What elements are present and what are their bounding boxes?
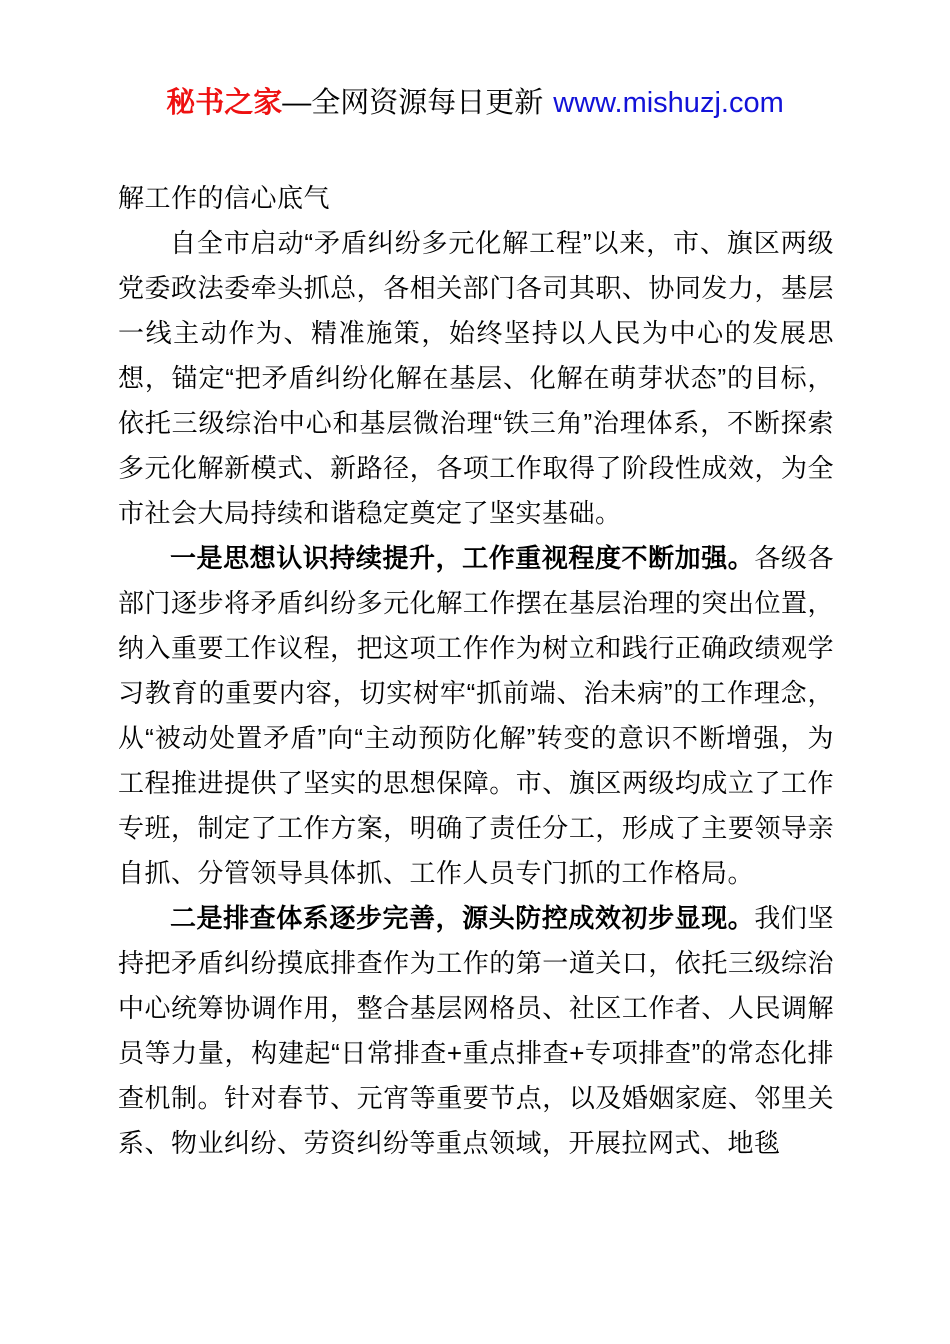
paragraph — [118, 536, 834, 896]
site-name: 秘书之家 — [166, 87, 283, 119]
page-header — [0, 86, 950, 120]
body-text: 各级各部门逐步将矛盾纠纷多元化解工作摆在基层治理的突出位置，纳入重要工作议程，把这项工作作为树立和践行正确政绩观学习教育的重要内容，切实树牢“抓前端、治未病”的工作理念，从“被动处置矛盾”向“主动预防化解”转变的意识不断增强，为工程推进提供了坚实的思想保障。市、旗区两级均成立了工作专班，制定了工作方案，明确了责任分工，形成了主要领导亲自抓、分管领导具体抓、工作人员专门抓的工作格局。 — [118, 543, 834, 888]
body-text: 我们坚持把矛盾纠纷摸底排查作为工作的第一道关口，依托三级综治中心统筹协调作用，整合基层网格员、社区工作者、人民调解员等力量，构建起“日常排查+重点排查+专项排查”的常态化排查机制。针对春节、元宵等重要节点，以及婚姻家庭、邻里关系、物业纠纷、劳资纠纷等重点领域，开展拉网式、地毯 — [118, 903, 834, 1158]
bold-lead-text: 二是排查体系逐步完善，源头防控成效初步显现。 — [170, 903, 755, 933]
body-text: 自全市启动“矛盾纠纷多元化解工程”以来，市、旗区两级党委政法委牵头抓总，各相关部门各司其职、协同发力，基层一线主动作为、精准施策，始终坚持以人民为中心的发展思想，锚定“把矛盾纠纷化解在基层、化解在萌芽状态”的目标，依托三级综治中心和基层微治理“铁三角”治理体系，不断探索多元化解新模式、新路径，各项工作取得了阶段性成效，为全市社会大局持续和谐稳定奠定了坚实基础。 — [118, 228, 834, 528]
bold-lead-text: 一是思想认识持续提升，工作重视程度不断加强。 — [170, 543, 755, 573]
body-text: 解工作的信心底气 — [118, 183, 331, 213]
document-body — [118, 176, 834, 1166]
paragraph — [118, 221, 834, 536]
paragraph — [118, 896, 834, 1166]
paragraph — [118, 176, 834, 221]
header-url-link[interactable]: www.mishuzj.com — [553, 87, 784, 119]
header-tagline: —全网资源每日更新 — [282, 87, 544, 119]
